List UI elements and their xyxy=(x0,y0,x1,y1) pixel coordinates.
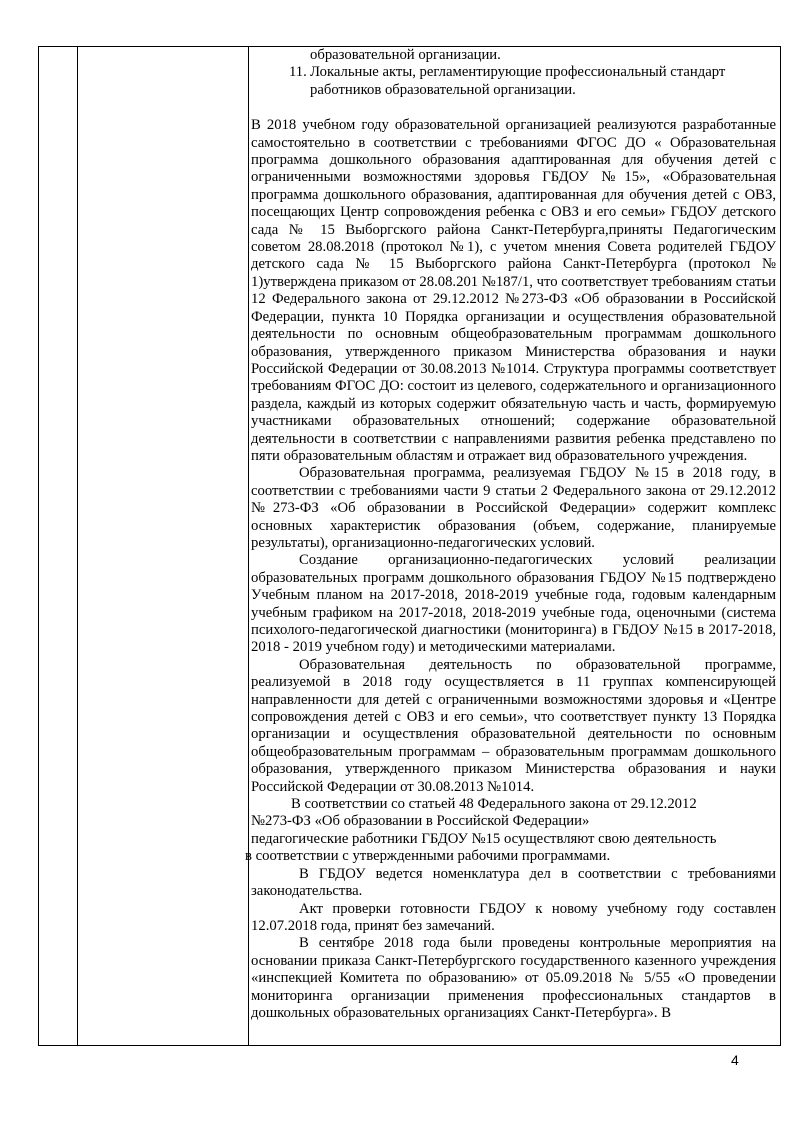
list-item-text: работников образовательной организации. xyxy=(310,81,576,98)
document-table xyxy=(38,46,781,1046)
paragraph: Образовательная программа, реализуемая ГБДОУ №15 в 2018 году, в соответствии с требованиями части 9 статьи 2 Федерального закона от 29.12.2012 №273-ФЗ «Об образовании в Российской Федерации» содержит комплекс основных характеристик образования (объем, содержание, планируемые результаты), организационно-педагогических условий. xyxy=(251,465,776,551)
table-column-divider xyxy=(77,47,78,1045)
paragraph-line: №273-ФЗ «Об образовании в Российской Федерации» xyxy=(251,813,590,830)
paragraph: Образовательная деятельность по образовательной программе, реализуемой в 2018 году осуществляется в 11 группах компенсирующей направленности для детей с ограниченными возможностями здоровья и «Центре сопровождения детей с ОВЗ и его семьи», что соответствует пункту 13 Порядка организации и осуществления образовательной деятельности по основным общеобразовательным программам – образовательным программам дошкольного образования, утвержденного приказом Министерства образования и науки Российской Федерации от 30.08.2013 №1014. xyxy=(251,656,776,795)
paragraph: В ГБДОУ ведется номенклатура дел в соответствии с требованиями законодательства. xyxy=(251,865,776,900)
paragraph-line: в соответствии с утвержденными рабочими программами. xyxy=(245,848,611,865)
table-column-divider xyxy=(248,47,249,1045)
paragraph-line: В соответствии со статьей 48 Федерального закона от 29.12.2012 xyxy=(291,796,697,813)
list-item-10-tail: образовательной организации. xyxy=(310,47,501,63)
list-item-11 xyxy=(251,64,776,99)
paragraph: Акт проверки готовности ГБДОУ к новому учебному году составлен 12.07.2018 года, принят без замечаний. xyxy=(251,900,776,934)
table-content-cell xyxy=(245,47,776,1022)
page-number: 4 xyxy=(731,1052,739,1068)
paragraph: В сентябре 2018 года были проведены контрольные мероприятия на основании приказа Санкт-Петербургского государственного казенного учреждения «инспекцией Комитета по образованию» от 05.09.2018 № 5/55 «О проведении мониторинга организации применения профессиональных стандартов в дошкольных образовательных организациях Санкт-Петербурга». В xyxy=(251,935,776,1021)
paragraph: В 2018 учебном году образовательной организацией реализуются разработанные самостоятельно в соответствии с требованиями ФГОС ДО « Образовательная программа дошкольного образования адаптированная для обучения детей с ограниченными возможностями здоровья ГБДОУ №15», «Образовательная программа дошкольного образования, адаптированная для обучения детей с ОВЗ, посещающих Центр сопровождения ребенка с ОВЗ и его семьи» ГБДОУ детского сада № 15 Выборгского района Санкт-Петербурга,приняты Педагогическим советом 28.08.2018 (протокол №1), с учетом мнения Совета родителей ГБДОУ детского сада № 15 Выборгского района Санкт-Петербурга (протокол № 1)утверждена приказом от 28.08.201 №187/1, что соответствует требованиям статьи 12 Федерального закона от 29.12.2012 №273-ФЗ «Об образовании в Российской Федерации, пункта 10 Порядка организации и осуществления образовательной деятельности по основным общеобразовательным программам дошкольного образования, утвержденного приказом Министерства образования и науки Российской Федерации от 30.08.2013 №1014. Структура программы соответствует требованиям ФГОС ДО: состоит из целевого, содержательного и организационного раздела, каждый из которых содержит обязательную часть и часть, формируемую участниками образовательных отношений; содержание образовательной деятельности в соответствии с направлениями развития ребенка представлено по пяти образовательным областям и отражает вид образовательного учреждения. xyxy=(251,117,776,464)
paragraph: Создание организационно-педагогических условий реализации образовательных программ дошкольного образования ГБДОУ №15 подтверждено Учебным планом на 2017-2018, 2018-2019 учебные года, годовым календарным учебным графиком на 2017-2018, 2018-2019 учебные года, оценочными (система психолого-педагогической диагностики (мониторинга) в ГБДОУ №15 в 2017-2018, 2018 - 2019 учебном году) и методическими материалами. xyxy=(251,552,776,656)
list-number: 11. xyxy=(289,64,307,81)
list-item-text: Локальные акты, регламентирующие профессиональный стандарт xyxy=(310,64,726,81)
paragraph-line: педагогические работники ГБДОУ №15 осуществляют свою деятельность xyxy=(251,830,717,847)
paragraph xyxy=(245,796,776,866)
